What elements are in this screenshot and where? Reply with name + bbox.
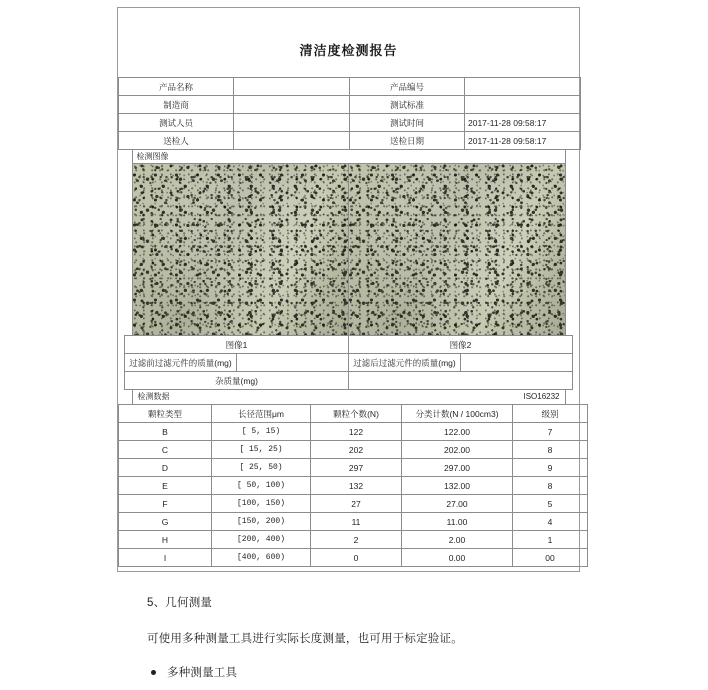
particle-count: 0 bbox=[311, 549, 402, 567]
particle-level: 8 bbox=[513, 441, 588, 459]
table-header-row bbox=[119, 405, 588, 423]
column-header: 颗粒类型 bbox=[119, 405, 212, 423]
mass-value bbox=[237, 354, 349, 372]
info-value: 2017-11-28 09:58:17 bbox=[465, 132, 581, 150]
particle-level: 00 bbox=[513, 549, 588, 567]
impurity-key: 杂质量(mg) bbox=[125, 372, 349, 390]
particle-type: B bbox=[119, 423, 212, 441]
info-value bbox=[234, 96, 350, 114]
table-row bbox=[119, 495, 588, 513]
classified-count: 2.00 bbox=[402, 531, 513, 549]
table-row bbox=[119, 549, 588, 567]
particle-level: 7 bbox=[513, 423, 588, 441]
particle-type: I bbox=[119, 549, 212, 567]
section-paragraph: 可使用多种测量工具进行实际长度测量，也可用于标定验证。 bbox=[147, 633, 463, 645]
table-row bbox=[119, 132, 581, 150]
bullet-icon bbox=[151, 670, 156, 675]
detection-image-header: 检测图像 bbox=[132, 149, 566, 164]
table-row bbox=[119, 477, 588, 495]
info-value: 2017-11-28 09:58:17 bbox=[465, 114, 581, 132]
impurity-value bbox=[349, 372, 573, 390]
particle-range: [400, 600) bbox=[212, 549, 311, 567]
info-key: 送检日期 bbox=[350, 132, 465, 150]
bullet-item-label: 多种测量工具 bbox=[167, 667, 238, 679]
table-row bbox=[119, 423, 588, 441]
particle-level: 9 bbox=[513, 459, 588, 477]
image-caption-right: 图像2 bbox=[349, 336, 573, 354]
info-key: 制造商 bbox=[119, 96, 234, 114]
particle-type: G bbox=[119, 513, 212, 531]
info-value bbox=[234, 78, 350, 96]
particle-range: [ 5, 15) bbox=[212, 423, 311, 441]
particle-range: [150, 200) bbox=[212, 513, 311, 531]
particle-type: F bbox=[119, 495, 212, 513]
table-row bbox=[119, 531, 588, 549]
section-heading: 5、几何测量 bbox=[147, 597, 213, 609]
particle-range: [ 15, 25) bbox=[212, 441, 311, 459]
particle-count: 122 bbox=[311, 423, 402, 441]
table-row bbox=[119, 441, 588, 459]
classified-count: 297.00 bbox=[402, 459, 513, 477]
detection-image-section bbox=[132, 149, 566, 336]
classified-count: 0.00 bbox=[402, 549, 513, 567]
info-key: 产品名称 bbox=[119, 78, 234, 96]
particle-count: 2 bbox=[311, 531, 402, 549]
info-value bbox=[465, 78, 581, 96]
particle-type: D bbox=[119, 459, 212, 477]
particle-type: E bbox=[119, 477, 212, 495]
info-key: 测试时间 bbox=[350, 114, 465, 132]
particle-count: 27 bbox=[311, 495, 402, 513]
detection-data-header-bar bbox=[132, 389, 566, 405]
page-title: 清洁度检测报告 bbox=[299, 43, 398, 58]
table-row bbox=[119, 459, 588, 477]
classified-count: 122.00 bbox=[402, 423, 513, 441]
particle-count: 202 bbox=[311, 441, 402, 459]
particle-count: 11 bbox=[311, 513, 402, 531]
column-header: 长径范围μm bbox=[212, 405, 311, 423]
column-header: 分类计数(N / 100cm3) bbox=[402, 405, 513, 423]
classified-count: 27.00 bbox=[402, 495, 513, 513]
particle-level: 1 bbox=[513, 531, 588, 549]
table-row bbox=[119, 114, 581, 132]
micrograph-image bbox=[133, 164, 349, 335]
detection-image-1 bbox=[133, 164, 349, 335]
table-row bbox=[125, 372, 573, 390]
particle-level: 8 bbox=[513, 477, 588, 495]
table-row bbox=[119, 96, 581, 114]
detection-data-header: 检测数据 bbox=[137, 392, 170, 401]
classified-count: 132.00 bbox=[402, 477, 513, 495]
particle-type: C bbox=[119, 441, 212, 459]
particle-level: 4 bbox=[513, 513, 588, 531]
column-header: 级别 bbox=[513, 405, 588, 423]
image-caption-left: 图像1 bbox=[125, 336, 349, 354]
particle-data-table bbox=[118, 404, 588, 567]
classified-count: 202.00 bbox=[402, 441, 513, 459]
table-row bbox=[125, 354, 573, 372]
micrograph-image bbox=[349, 164, 565, 335]
mass-key: 过滤后过滤元件的质量(mg) bbox=[349, 354, 461, 372]
image-caption-table bbox=[124, 335, 573, 390]
particle-count: 297 bbox=[311, 459, 402, 477]
standard-label: ISO16232 bbox=[523, 392, 560, 401]
detection-image-2 bbox=[348, 164, 565, 335]
particle-range: [100, 150) bbox=[212, 495, 311, 513]
table-row bbox=[119, 78, 581, 96]
info-value bbox=[465, 96, 581, 114]
particle-count: 132 bbox=[311, 477, 402, 495]
mass-value bbox=[461, 354, 573, 372]
mass-key: 过滤前过滤元件的质量(mg) bbox=[125, 354, 237, 372]
table-row bbox=[125, 336, 573, 354]
detection-image-row bbox=[132, 164, 566, 336]
table-row bbox=[119, 513, 588, 531]
info-value bbox=[234, 114, 350, 132]
info-value bbox=[234, 132, 350, 150]
info-key: 测试人员 bbox=[119, 114, 234, 132]
report-info-table bbox=[118, 77, 581, 150]
particle-range: [200, 400) bbox=[212, 531, 311, 549]
info-key: 送检人 bbox=[119, 132, 234, 150]
info-key: 产品编号 bbox=[350, 78, 465, 96]
column-header: 颗粒个数(N) bbox=[311, 405, 402, 423]
info-key: 测试标准 bbox=[350, 96, 465, 114]
particle-type: H bbox=[119, 531, 212, 549]
particle-range: [ 25, 50) bbox=[212, 459, 311, 477]
particle-range: [ 50, 100) bbox=[212, 477, 311, 495]
particle-level: 5 bbox=[513, 495, 588, 513]
classified-count: 11.00 bbox=[402, 513, 513, 531]
cleanliness-report-card bbox=[117, 7, 580, 572]
